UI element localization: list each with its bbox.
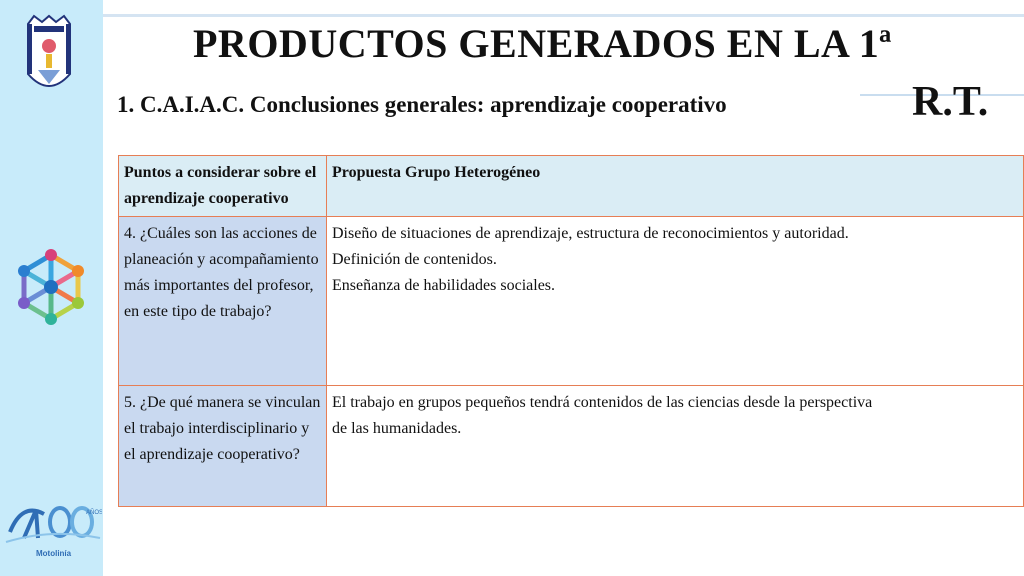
answer-line: Enseñanza de habilidades sociales. [332, 277, 556, 294]
cooperative-network-logo-icon [12, 245, 90, 329]
page-subtitle: 1. C.A.I.A.C. Conclusiones generales: aprendizaje cooperativo [117, 92, 727, 117]
question-cell: 5. ¿De qué manera se vinculan el trabajo interdisciplinario y el aprendizaje cooperativo? [119, 386, 327, 507]
answer-line: Diseño de situaciones de aprendizaje, estructura de reconocimientos y autoridad. [332, 225, 849, 242]
left-sidebar [0, 0, 103, 576]
anniversary-name-text: Motolinía [36, 549, 72, 558]
header-top-rule [103, 14, 1024, 17]
answer-cell [327, 217, 1024, 386]
table-row [119, 386, 1024, 507]
answer-cell [327, 386, 1024, 507]
header-cell-proposal: Propuesta Grupo Heterogéneo [327, 156, 1024, 217]
page-title-continuation: R.T. [912, 79, 989, 125]
answer-line: de las humanidades. [332, 420, 462, 437]
table-row [119, 217, 1024, 386]
anniversary-years-text: AÑOS [86, 510, 102, 516]
answer-line: El trabajo en grupos pequeños tendrá contenidos de las ciencias desde la perspectiva [332, 394, 873, 411]
school-crest-icon [24, 14, 74, 98]
header-cell-points: Puntos a considerar sobre el aprendizaje cooperativo [119, 156, 327, 217]
answer-line: Definición de contenidos. [332, 251, 497, 268]
anniversary-logo-icon [2, 498, 102, 564]
page-title: PRODUCTOS GENERADOS EN LA 1ª [193, 21, 892, 66]
products-table [118, 155, 1024, 507]
table-header-row [119, 156, 1024, 217]
question-cell: 4. ¿Cuáles son las acciones de planeación y acompañamiento más importantes del profesor, en este tipo de trabajo? [119, 217, 327, 386]
